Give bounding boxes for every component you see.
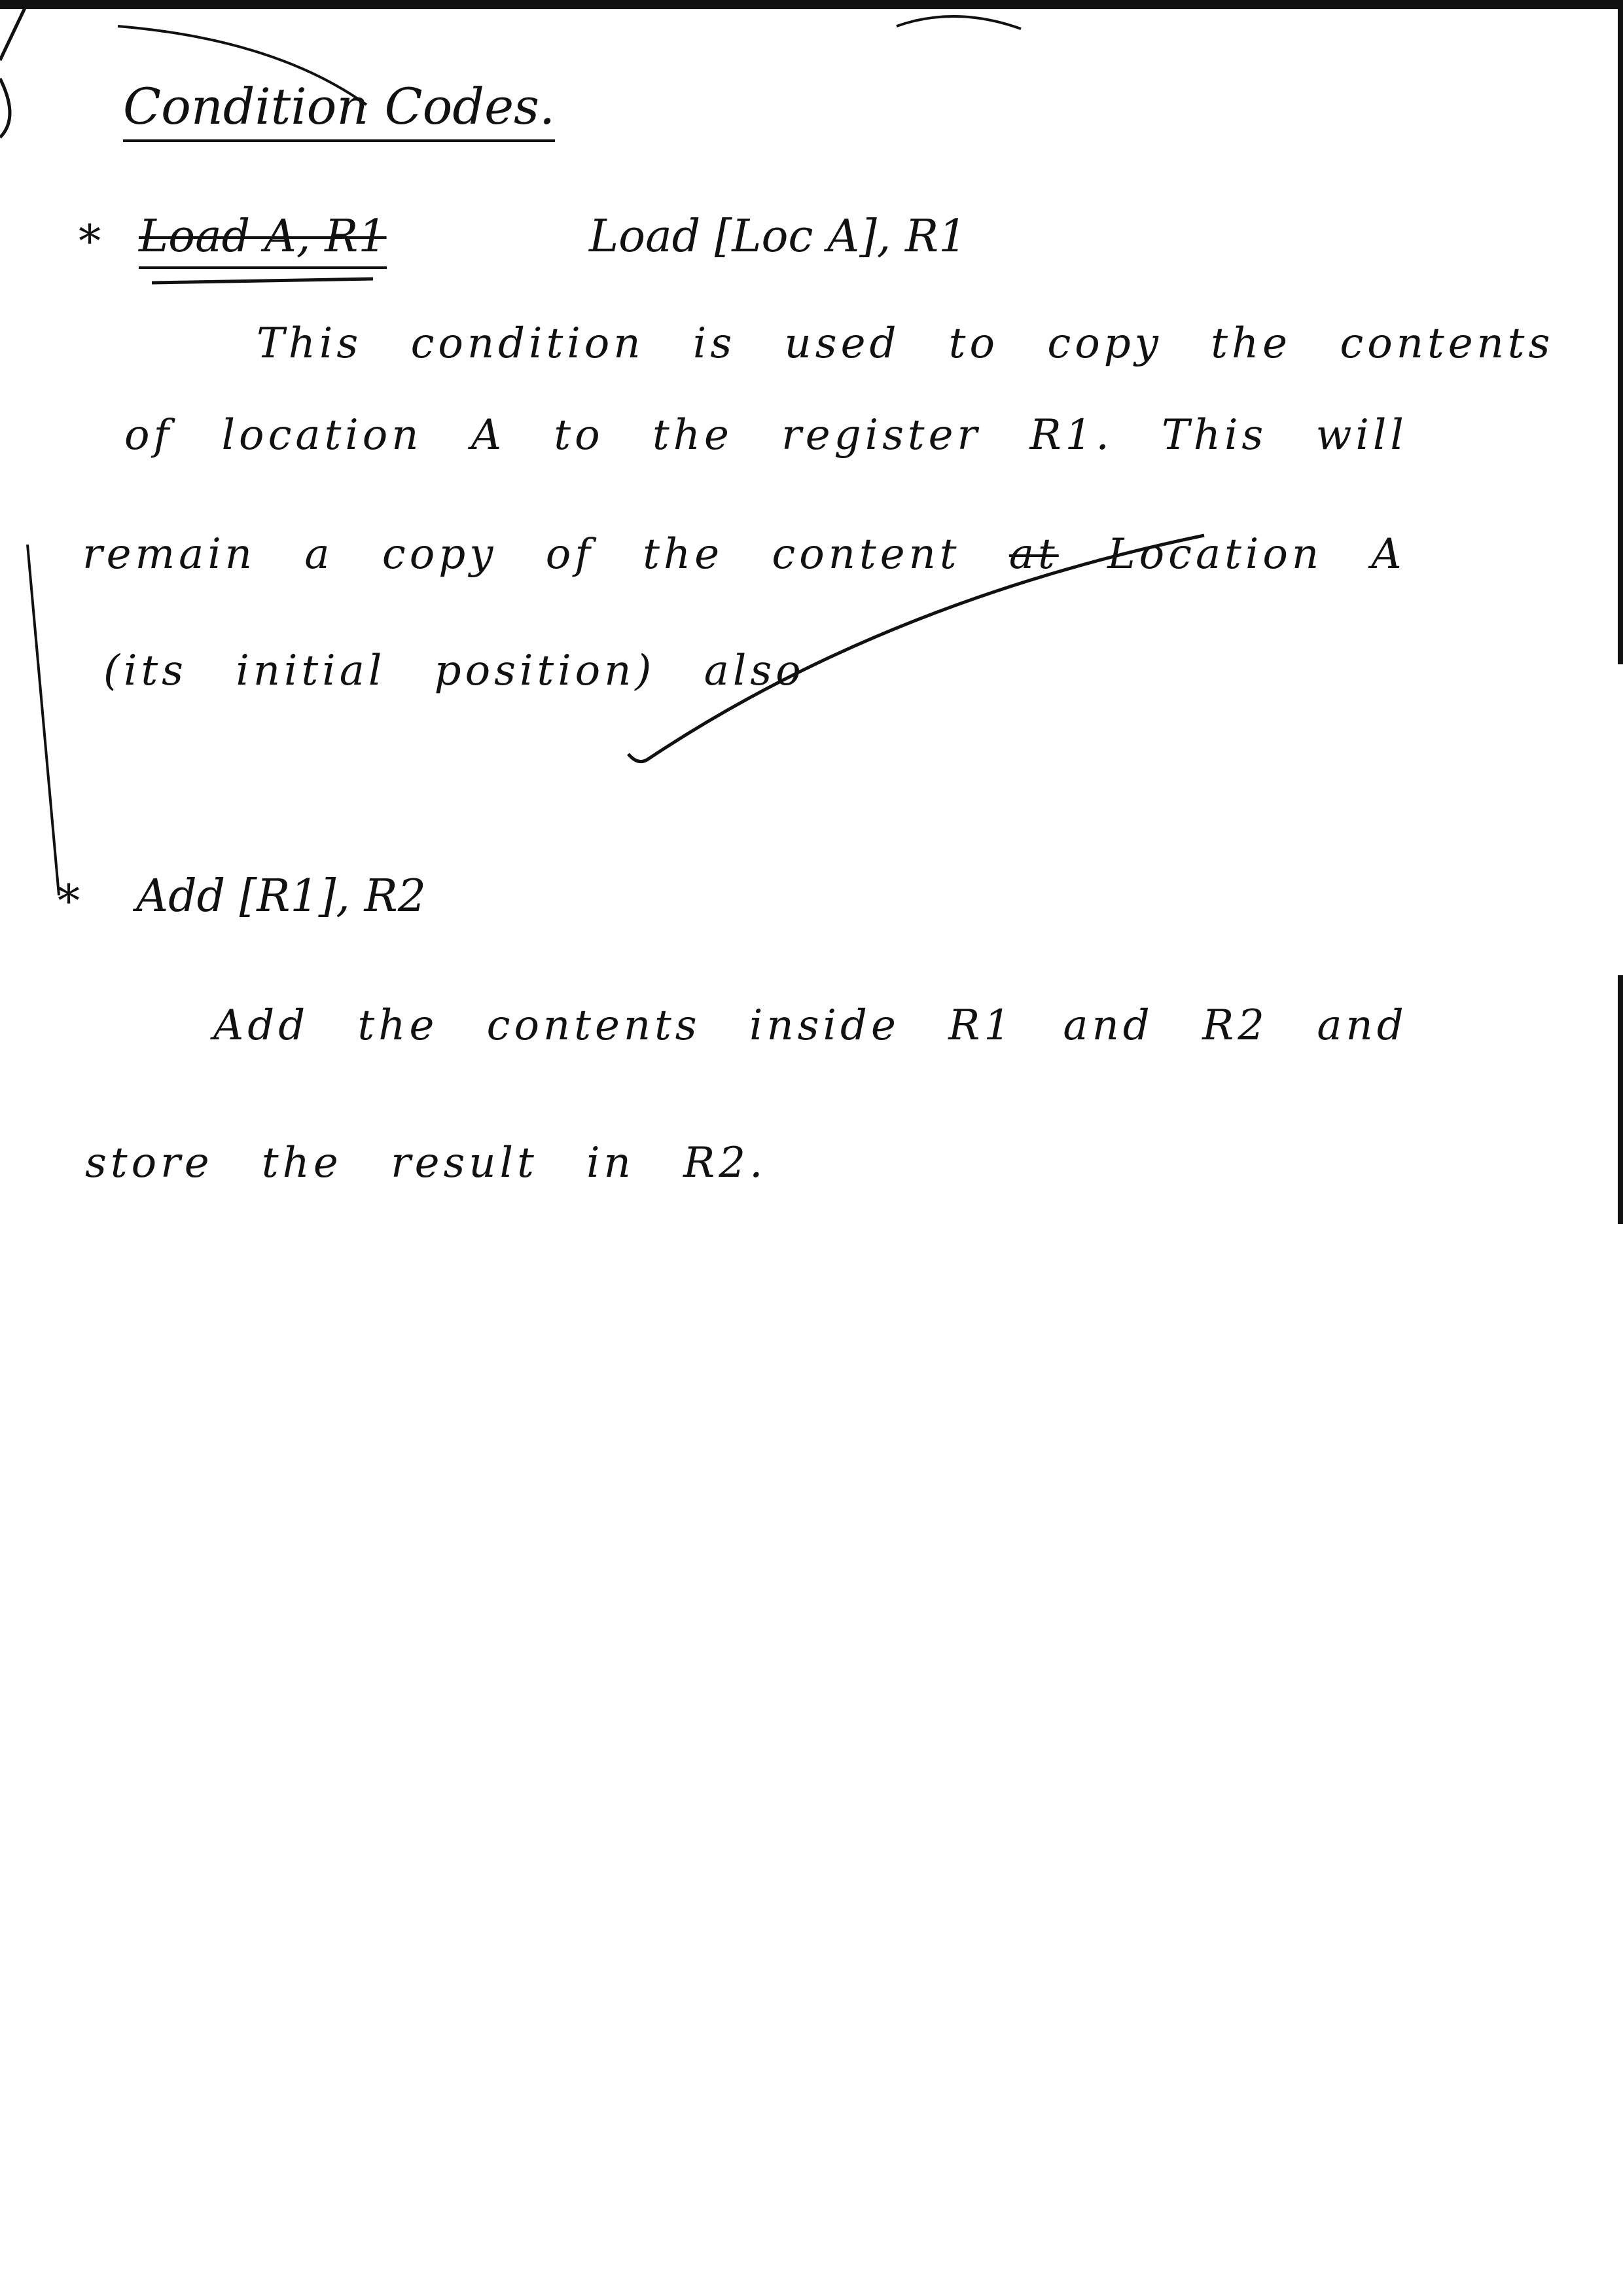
heading-underline	[152, 279, 373, 283]
top-right-arc	[897, 16, 1021, 29]
item1-struck-label: Load A, R1	[139, 211, 387, 262]
item1-heading: Load [Loc A], R1	[589, 211, 967, 262]
item1-line-3: remain a copy of the content at Location A	[82, 530, 1406, 579]
item1-line-3-tail: Location A	[1107, 530, 1406, 579]
item1-line-1: This condition is used to copy the contents	[257, 319, 1554, 368]
left-margin-line	[27, 545, 59, 895]
tick-connector	[628, 535, 1204, 762]
corner-arc	[0, 79, 10, 137]
title-swoosh	[118, 26, 366, 105]
item2-line-2: store the result in R2.	[85, 1139, 767, 1187]
item2-heading: Add [R1], R2	[136, 870, 426, 922]
item1-line-2: of location A to the register R1. This will	[124, 411, 1408, 459]
item1-bullet: *	[79, 216, 101, 268]
item1-struck-word: at	[1008, 530, 1059, 579]
item2-bullet: *	[58, 876, 80, 927]
item2-line-1: Add the contents inside R1 and R2 and	[213, 1001, 1408, 1050]
page-title: Condition Codes.	[123, 77, 555, 135]
corner-stroke	[0, 5, 26, 60]
item1-line-4: (its initial position) also	[103, 647, 805, 695]
